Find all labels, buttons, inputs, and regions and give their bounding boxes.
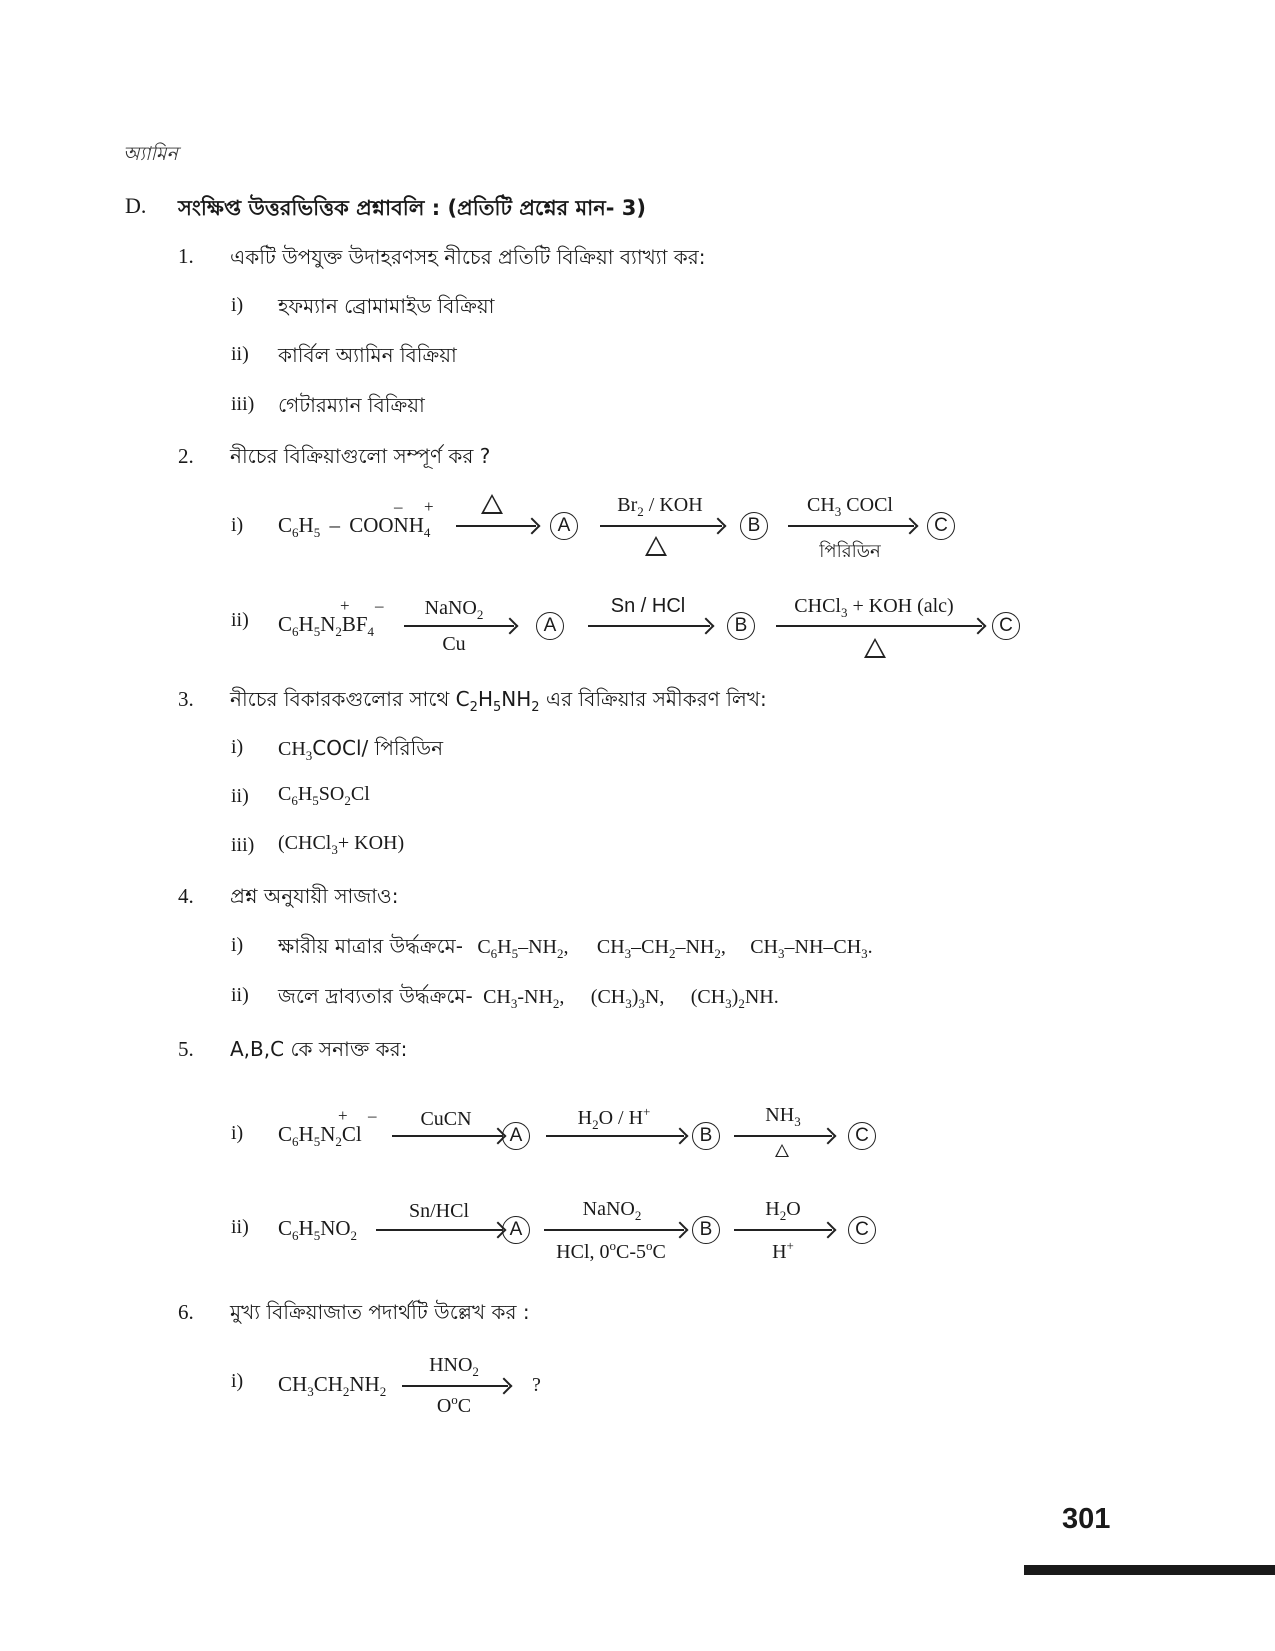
compound-C-circle: C — [927, 512, 955, 540]
reactant-formula: $C_6H_5N_2Cl$ — [278, 1122, 362, 1149]
reactant-formula: $C_6H_5NO_2$ — [278, 1216, 358, 1243]
compound-A-circle: A — [502, 1216, 530, 1244]
unknown-product: ? — [532, 1374, 541, 1396]
heat-triangle-icon — [645, 536, 667, 556]
footer-bar — [1024, 1565, 1275, 1575]
subitem-number: i) — [231, 1122, 244, 1144]
compound-B-circle: B — [692, 1216, 720, 1244]
compound-B-circle: B — [727, 612, 755, 640]
reagent-item: (CHCl$_3$+ KOH) — [278, 832, 405, 857]
question-number: 3. — [178, 687, 194, 711]
question-number: 6. — [178, 1300, 194, 1324]
running-header: অ্যামিন — [123, 143, 178, 165]
reactant-formula: $C_6H_5N_2BF_4$ — [278, 612, 375, 639]
compound-A-circle: A — [536, 612, 564, 640]
arrow-reagent-top: NaNO$_2$ — [582, 1198, 642, 1223]
heat-triangle-icon — [864, 638, 886, 658]
arrangement-solubility: জলে দ্রাব্যতার উর্দ্ধক্রমে- $CH_3-NH_2$, $(CH_3)_3N$, $(CH_3)_2NH$. — [278, 984, 779, 1011]
arrangement-basicity: ক্ষারীয় মাত্রার উর্দ্ধক্রমে- $C_6H_5-NH_2$, $CH_3-CH_2-NH_2$, $CH_3-NH-CH_3$. — [278, 934, 873, 961]
compound-A-circle: A — [502, 1122, 530, 1150]
reaction-arrow — [600, 525, 722, 527]
reagent-item: $C_6H_5SO_2Cl$ — [278, 783, 370, 808]
reaction-arrow — [546, 1135, 684, 1137]
arrow-reagent-top: Sn / HCl — [610, 595, 686, 617]
reaction-arrow — [404, 625, 514, 627]
subitem-number: i) — [231, 736, 244, 758]
subitem-number: i) — [231, 934, 244, 956]
section-letter: D. — [125, 193, 147, 218]
arrow-reagent-bottom: পিরিডিন — [819, 541, 881, 562]
section-title: সংক্ষিপ্ত উত্তরভিত্তিক প্রশ্নাবলি : (প্রতিটি প্রশ্নের মান- 3) — [178, 196, 646, 220]
reactant-formula: $CH_3CH_2NH_2$ — [278, 1372, 387, 1399]
reaction-arrow — [734, 1229, 832, 1231]
subitem-text: কার্বিল অ্যামিন বিক্রিয়া — [278, 343, 457, 367]
charge-plus: + — [340, 596, 350, 615]
reagent-item: $CH_3COCl/$ পিরিডিন — [278, 736, 444, 763]
subitem-text: হফম্যান ব্রোমামাইড বিক্রিয়া — [278, 294, 495, 318]
charge-plus: + — [338, 1106, 348, 1125]
charge-minus: – — [375, 596, 384, 615]
question-number: 4. — [178, 884, 194, 908]
compound-A-circle: A — [550, 512, 578, 540]
compound-C-circle: C — [848, 1216, 876, 1244]
question-text: প্রশ্ন অনুযায়ী সাজাও: — [230, 884, 399, 908]
question-text: A,B,C কে সনাক্ত কর: — [230, 1037, 408, 1061]
arrow-reagent-top: CuCN — [420, 1108, 472, 1130]
reaction-arrow — [776, 625, 982, 627]
arrow-reagent-bottom: H+ — [772, 1238, 794, 1263]
question-number: 5. — [178, 1037, 194, 1061]
compound-B-circle: B — [692, 1122, 720, 1150]
question-number: 2. — [178, 444, 194, 468]
reaction-arrow — [734, 1135, 832, 1137]
subitem-number: ii) — [231, 984, 249, 1006]
question-number: 1. — [178, 244, 194, 268]
subitem-text: গেটারম্যান বিক্রিয়া — [278, 393, 425, 417]
arrow-reagent-bottom: Cu — [442, 633, 466, 655]
arrow-reagent-bottom: HCl, 0$^o$C-5$^o$C — [556, 1238, 666, 1263]
question-text: মুখ্য বিক্রিয়াজাত পদার্থটি উল্লেখ কর : — [230, 1300, 530, 1324]
arrow-reagent-top: $CH_3$ COCl — [807, 494, 893, 519]
compound-C-circle: C — [992, 612, 1020, 640]
subitem-number: iii) — [231, 834, 255, 856]
arrow-reagent-top: $Br_2$ / KOH — [617, 494, 703, 519]
reaction-arrow — [376, 1229, 502, 1231]
arrow-reagent-top: Sn/HCl — [408, 1200, 470, 1222]
arrow-reagent-top: $NH_3$ — [765, 1104, 801, 1129]
subitem-number: i) — [231, 1370, 244, 1392]
subitem-number: ii) — [231, 343, 249, 365]
arrow-reagent-bottom: $O^oC$ — [436, 1392, 472, 1417]
reaction-arrow — [788, 525, 914, 527]
subitem-number: ii) — [231, 609, 249, 631]
subitem-number: i) — [231, 514, 244, 536]
question-text: নীচের বিক্রিয়াগুলো সম্পূর্ণ কর ? — [230, 444, 491, 468]
arrow-reagent-top: $H_2O$ — [765, 1198, 801, 1223]
charge-minus: – — [394, 497, 403, 516]
heat-triangle-icon — [481, 494, 503, 514]
reaction-arrow — [402, 1385, 508, 1387]
compound-C-circle: C — [848, 1122, 876, 1150]
reactant-formula: $C_6H_5$ – $COONH_4$ — [278, 513, 431, 540]
reaction-arrow — [588, 625, 710, 627]
compound-B-circle: B — [740, 512, 768, 540]
page-number: 301 — [1062, 1503, 1111, 1535]
subitem-number: ii) — [231, 785, 249, 807]
arrow-reagent-top: $H_2O / H^+$ — [577, 1104, 651, 1132]
heat-triangle-icon — [775, 1144, 789, 1157]
reaction-arrow — [456, 525, 536, 527]
subitem-number: iii) — [231, 393, 255, 415]
charge-minus: – — [368, 1106, 377, 1125]
reaction-arrow — [544, 1229, 684, 1231]
question-text: একটি উপযুক্ত উদাহরণসহ নীচের প্রতিটি বিক্রিয়া ব্যাখ্যা কর: — [230, 245, 706, 269]
question-text: নীচের বিকারকগুলোর সাথে $C_2H_5NH_2$ এর বিক্রিয়ার সমীকরণ লিখ: — [230, 687, 767, 715]
charge-plus: + — [424, 497, 434, 516]
arrow-reagent-top: NaNO$_2$ — [424, 597, 484, 622]
arrow-reagent-top: CHCl$_3$ + KOH (alc) — [794, 595, 954, 620]
subitem-number: ii) — [231, 1216, 249, 1238]
arrow-reagent-top: $HNO_2$ — [429, 1354, 479, 1379]
subitem-number: i) — [231, 294, 244, 316]
reaction-arrow — [392, 1135, 502, 1137]
